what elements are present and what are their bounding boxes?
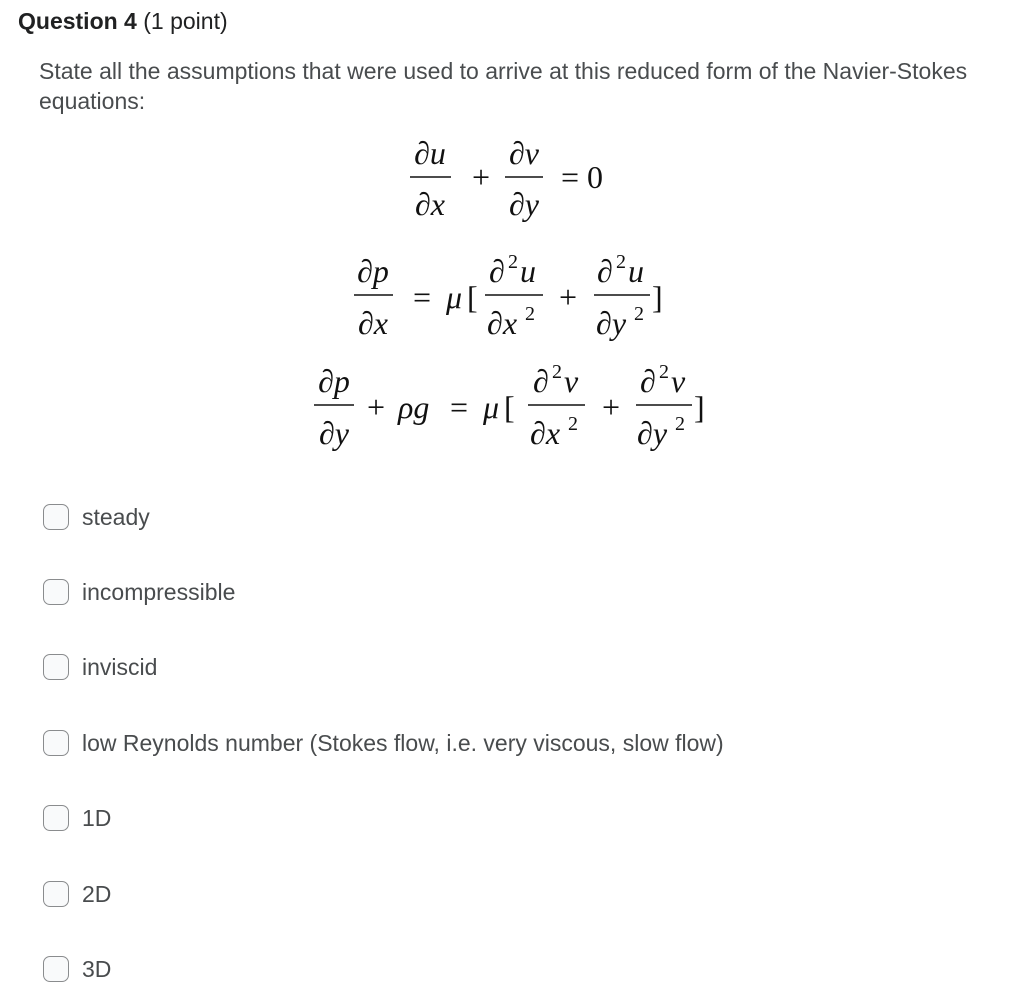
- svg-text:∂x: ∂x: [414, 186, 446, 222]
- svg-text:+: +: [367, 389, 386, 425]
- svg-text:∂x: ∂x: [487, 305, 518, 341]
- svg-text:2: 2: [552, 361, 562, 383]
- equation-y-momentum: [314, 361, 705, 451]
- svg-text:2: 2: [508, 251, 518, 273]
- svg-text:∂y: ∂y: [596, 305, 627, 341]
- checkbox[interactable]: [43, 730, 69, 756]
- svg-text:[: [: [504, 389, 515, 425]
- svg-text:∂u: ∂u: [414, 135, 446, 171]
- choice-steady[interactable]: [43, 501, 150, 533]
- svg-text:∂y: ∂y: [637, 415, 668, 451]
- svg-text:∂p: ∂p: [318, 363, 350, 399]
- svg-text:=: =: [413, 279, 432, 315]
- question-name: Question 4: [18, 8, 137, 34]
- choice-label: 2D: [82, 881, 112, 907]
- equation-continuity: [410, 135, 603, 222]
- equation-x-momentum: [354, 251, 663, 341]
- choice-label: low Reynolds number (Stokes flow, i.e. very viscous, slow flow): [82, 730, 724, 756]
- svg-text:]: ]: [694, 389, 705, 425]
- svg-text:∂: ∂: [489, 253, 505, 289]
- svg-text:∂x: ∂x: [530, 415, 561, 451]
- svg-text:u: u: [628, 253, 644, 289]
- svg-text:= 0: = 0: [561, 159, 604, 195]
- svg-text:∂: ∂: [597, 253, 613, 289]
- svg-text:μ: μ: [446, 279, 463, 315]
- svg-text:∂x: ∂x: [357, 305, 389, 341]
- svg-text:2: 2: [568, 413, 578, 435]
- question-prompt: State all the assumptions that were used to arrive at this reduced form of the Navier-Stokes equations:: [39, 58, 968, 114]
- checkbox[interactable]: [43, 579, 69, 605]
- svg-text:∂p: ∂p: [357, 253, 389, 289]
- svg-text:v: v: [671, 363, 686, 399]
- svg-text:μ: μ: [483, 389, 500, 425]
- checkbox[interactable]: [43, 504, 69, 530]
- svg-text:+: +: [558, 279, 578, 315]
- choice-label: 1D: [82, 805, 112, 831]
- svg-text:∂v: ∂v: [508, 135, 540, 171]
- choice-label: incompressible: [82, 579, 236, 605]
- checkbox[interactable]: [43, 956, 69, 982]
- choice-inviscid[interactable]: [43, 651, 157, 683]
- svg-text:+: +: [601, 389, 621, 425]
- question-title: [18, 6, 228, 36]
- svg-text:∂: ∂: [533, 363, 549, 399]
- svg-text:+: +: [471, 159, 491, 195]
- svg-text:v: v: [564, 363, 579, 399]
- choice-label: inviscid: [82, 654, 158, 680]
- svg-text:∂y: ∂y: [318, 415, 350, 451]
- svg-text:u: u: [520, 253, 536, 289]
- svg-text:∂y: ∂y: [508, 186, 540, 222]
- checkbox[interactable]: [43, 805, 69, 831]
- choice-low-reynolds[interactable]: [43, 727, 724, 759]
- checkbox[interactable]: [43, 654, 69, 680]
- choice-label: 3D: [82, 956, 112, 982]
- choice-label: steady: [82, 504, 150, 530]
- choice-2d[interactable]: [43, 878, 111, 910]
- equations-block: [0, 130, 1024, 480]
- svg-text:2: 2: [616, 251, 626, 273]
- checkbox[interactable]: [43, 881, 69, 907]
- svg-text:∂: ∂: [640, 363, 656, 399]
- svg-text:2: 2: [634, 303, 644, 325]
- question-points: (1 point): [143, 8, 228, 34]
- svg-text:[: [: [467, 279, 478, 315]
- choice-1d[interactable]: [43, 802, 111, 834]
- choice-3d[interactable]: [43, 953, 111, 985]
- svg-text:]: ]: [652, 279, 663, 315]
- svg-text:=: =: [450, 389, 469, 425]
- choice-incompressible[interactable]: [43, 576, 235, 608]
- svg-text:2: 2: [659, 361, 669, 383]
- svg-text:ρg: ρg: [398, 389, 430, 425]
- svg-text:2: 2: [675, 413, 685, 435]
- svg-text:2: 2: [525, 303, 535, 325]
